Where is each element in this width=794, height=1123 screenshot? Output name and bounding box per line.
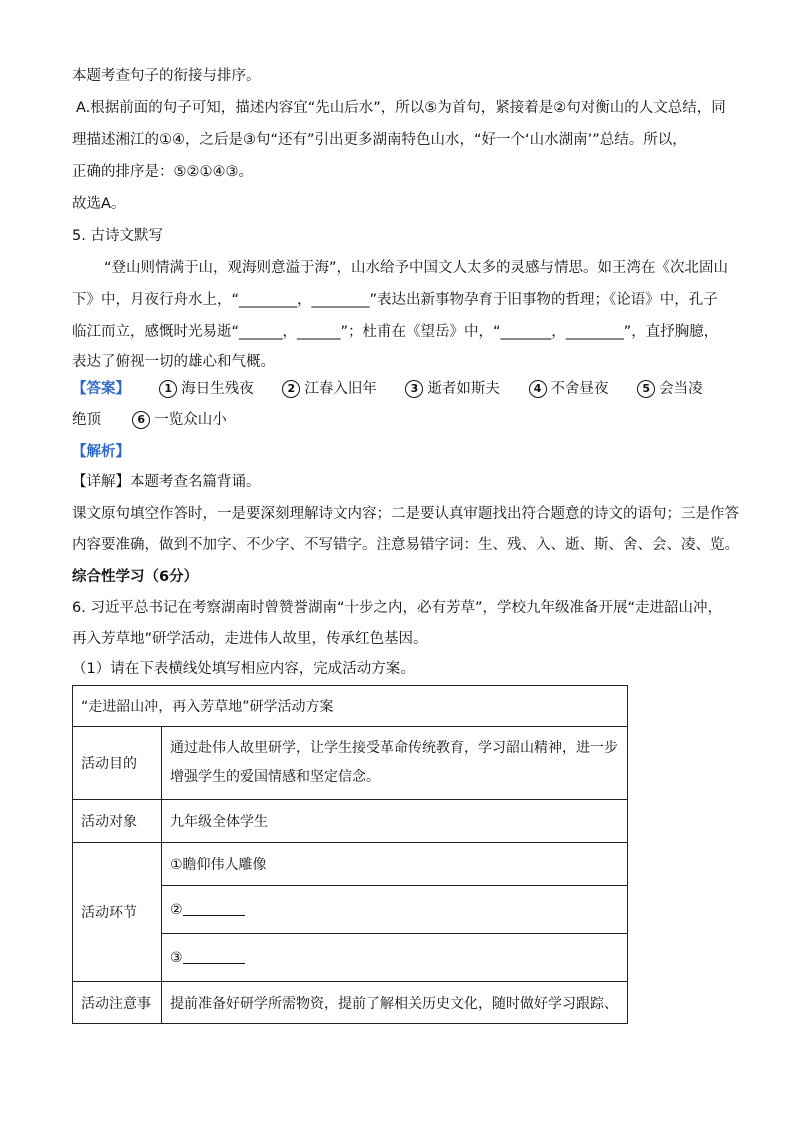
notes-label: 活动注意事 <box>73 982 162 1024</box>
answer-line <box>72 379 703 399</box>
purpose-label: 活动目的 <box>73 727 162 800</box>
answer-item: 6 一览众山小 <box>132 410 227 430</box>
blank-line[interactable] <box>183 901 245 916</box>
analysis-label: 【解析】 <box>72 444 130 460</box>
table-title: “走进韶山冲，再入芳草地”研学活动方案 <box>73 686 628 727</box>
answer-line-2 <box>72 410 251 430</box>
detail-text: 本题考查名篇背诵。 <box>130 474 261 490</box>
target-text: 九年级全体学生 <box>162 800 628 843</box>
question-heading: 5. 古诗文默写 <box>72 228 163 244</box>
text-line: 理描述湘江的①④，之后是③句“还有”引出更多湖南特色山水，“好一个‘山水湖南’”总结。所以， <box>72 132 687 148</box>
detail-line <box>72 472 261 492</box>
text-line: “登山则情满于山，观海则意溢于海”，山水给予中国文人太多的灵感与情思。如王湾在《次北固山 <box>104 260 729 276</box>
answer-item: 5 会当凌 <box>637 379 703 399</box>
answer-item: 3 逝者如斯夫 <box>405 379 500 399</box>
text-line: 本题考查句子的衔接与排序。 <box>72 68 261 84</box>
step-2: ② <box>162 886 628 934</box>
purpose-text: 增强学生的爱国情感和坚定信念。 <box>170 769 380 785</box>
answer-label: 【答案】 <box>72 381 130 397</box>
text-line: A.根据前面的句子可知，描述内容宜“先山后水”，所以⑤为首句，紧接着是②句对衡山的人文总结，同 <box>76 100 726 116</box>
text-line: （1）请在下表横线处填写相应内容，完成活动方案。 <box>72 661 415 677</box>
detail-label: 【详解】 <box>72 474 130 490</box>
answer-item: 2 江春入旧年 <box>282 379 377 399</box>
answer-item-cont: 绝顶 <box>72 412 101 428</box>
notes-text: 提前准备好研学所需物资，提前了解相关历史文化，随时做好学习跟踪、 <box>162 982 628 1024</box>
steps-label: 活动环节 <box>73 843 162 982</box>
text-line: 6. 习近平总书记在考察湖南时曾赞誉湖南“十步之内，必有芳草”，学校九年级准备开展“走进韶山冲， <box>72 600 722 616</box>
text-line: 故选A。 <box>72 196 126 212</box>
text-line: 表达了俯视一切的雄心和气概。 <box>72 354 275 370</box>
purpose-cell <box>162 727 628 800</box>
text-line: 再入芳草地”研学活动，走进伟人故里，传承红色基因。 <box>72 631 428 647</box>
text-line: 内容要准确，做到不加字、不少字、不写错字。注意易错字词：生、残、入、逝、斯、舍、会、凌、览。 <box>72 537 739 553</box>
answer-item: 1 海日生残夜 <box>159 379 254 399</box>
activity-plan-table <box>72 685 628 1024</box>
target-label: 活动对象 <box>73 800 162 843</box>
text-line: 下》中，月夜行舟水上，“________，________”表达出新事物孕育于旧事物的哲理；《论语》中，孔子 <box>72 292 718 308</box>
step-3: ③ <box>162 934 628 982</box>
text-line: 正确的排序是：⑤②①④③。 <box>72 164 253 180</box>
section-heading: 综合性学习（6分） <box>72 569 199 585</box>
text-line: 课文原句填空作答时，一是要深刻理解诗文内容；二是要认真审题找出符合题意的诗文的语句；三是作答 <box>72 506 739 522</box>
blank-line[interactable] <box>183 949 245 964</box>
text-line: 临江而立，感慨时光易逝“______，______”；杜甫在《望岳》中，“_______，________”，直抒胸臆， <box>72 324 719 340</box>
purpose-text: 通过赴伟人故里研学，让学生接受革命传统教育，学习韶山精神，进一步 <box>170 740 618 756</box>
answer-item: 4 不舍昼夜 <box>529 379 609 399</box>
step-1: ①瞻仰伟人雕像 <box>162 843 628 886</box>
